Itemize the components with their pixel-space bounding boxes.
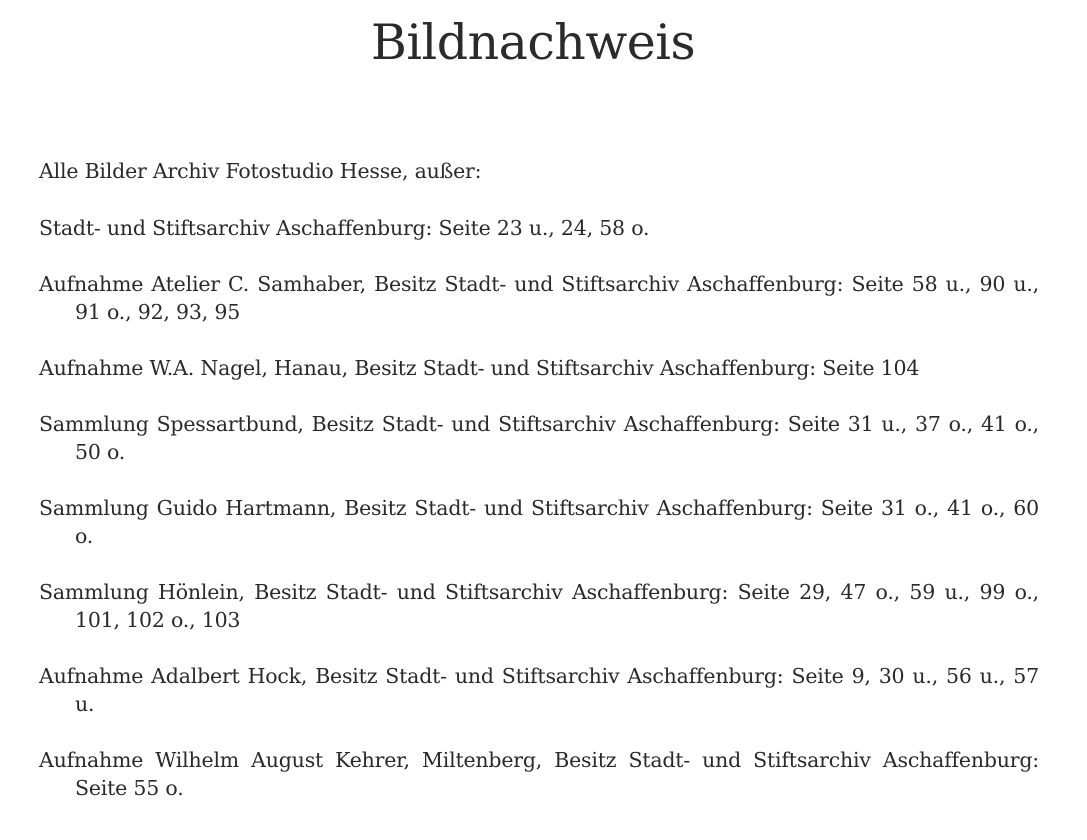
credit-entry: Aufnahme Atelier C. Samhaber, Besitz Stadt- und Stiftsarchiv Aschaffenburg: Seite 58 u., 90 u., 91 o., 92, 93, 95 (39, 272, 1039, 324)
page-title: Bildnachweis (370, 14, 696, 71)
intro-text: Alle Bilder Archiv Fotostudio Hesse, außer: (39, 159, 482, 183)
credit-entry: Sammlung Spessartbund, Besitz Stadt- und Stiftsarchiv Aschaffenburg: Seite 31 u., 37 o., 41 o., 50 o. (39, 412, 1039, 464)
credit-entry: Aufnahme Wilhelm August Kehrer, Miltenberg, Besitz Stadt- und Stiftsarchiv Aschaffenburg: Seite 55 o. (39, 748, 1039, 800)
credits-list (39, 157, 1039, 830)
credit-entry: Sammlung Hönlein, Besitz Stadt- und Stiftsarchiv Aschaffenburg: Seite 29, 47 o., 59 u., 99 o., 101, 102 o., 103 (39, 580, 1039, 632)
credit-entry: Sammlung Guido Hartmann, Besitz Stadt- und Stiftsarchiv Aschaffenburg: Seite 31 o., 41 o., 60 o. (39, 496, 1039, 548)
credit-entry: Aufnahme W.A. Nagel, Hanau, Besitz Stadt- und Stiftsarchiv Aschaffenburg: Seite 104 (39, 356, 920, 380)
credit-entry: Stadt- und Stiftsarchiv Aschaffenburg: Seite 23 u., 24, 58 o. (39, 216, 650, 240)
credit-entry: Aufnahme Adalbert Hock, Besitz Stadt- und Stiftsarchiv Aschaffenburg: Seite 9, 30 u., 56 u., 57 u. (39, 664, 1039, 716)
